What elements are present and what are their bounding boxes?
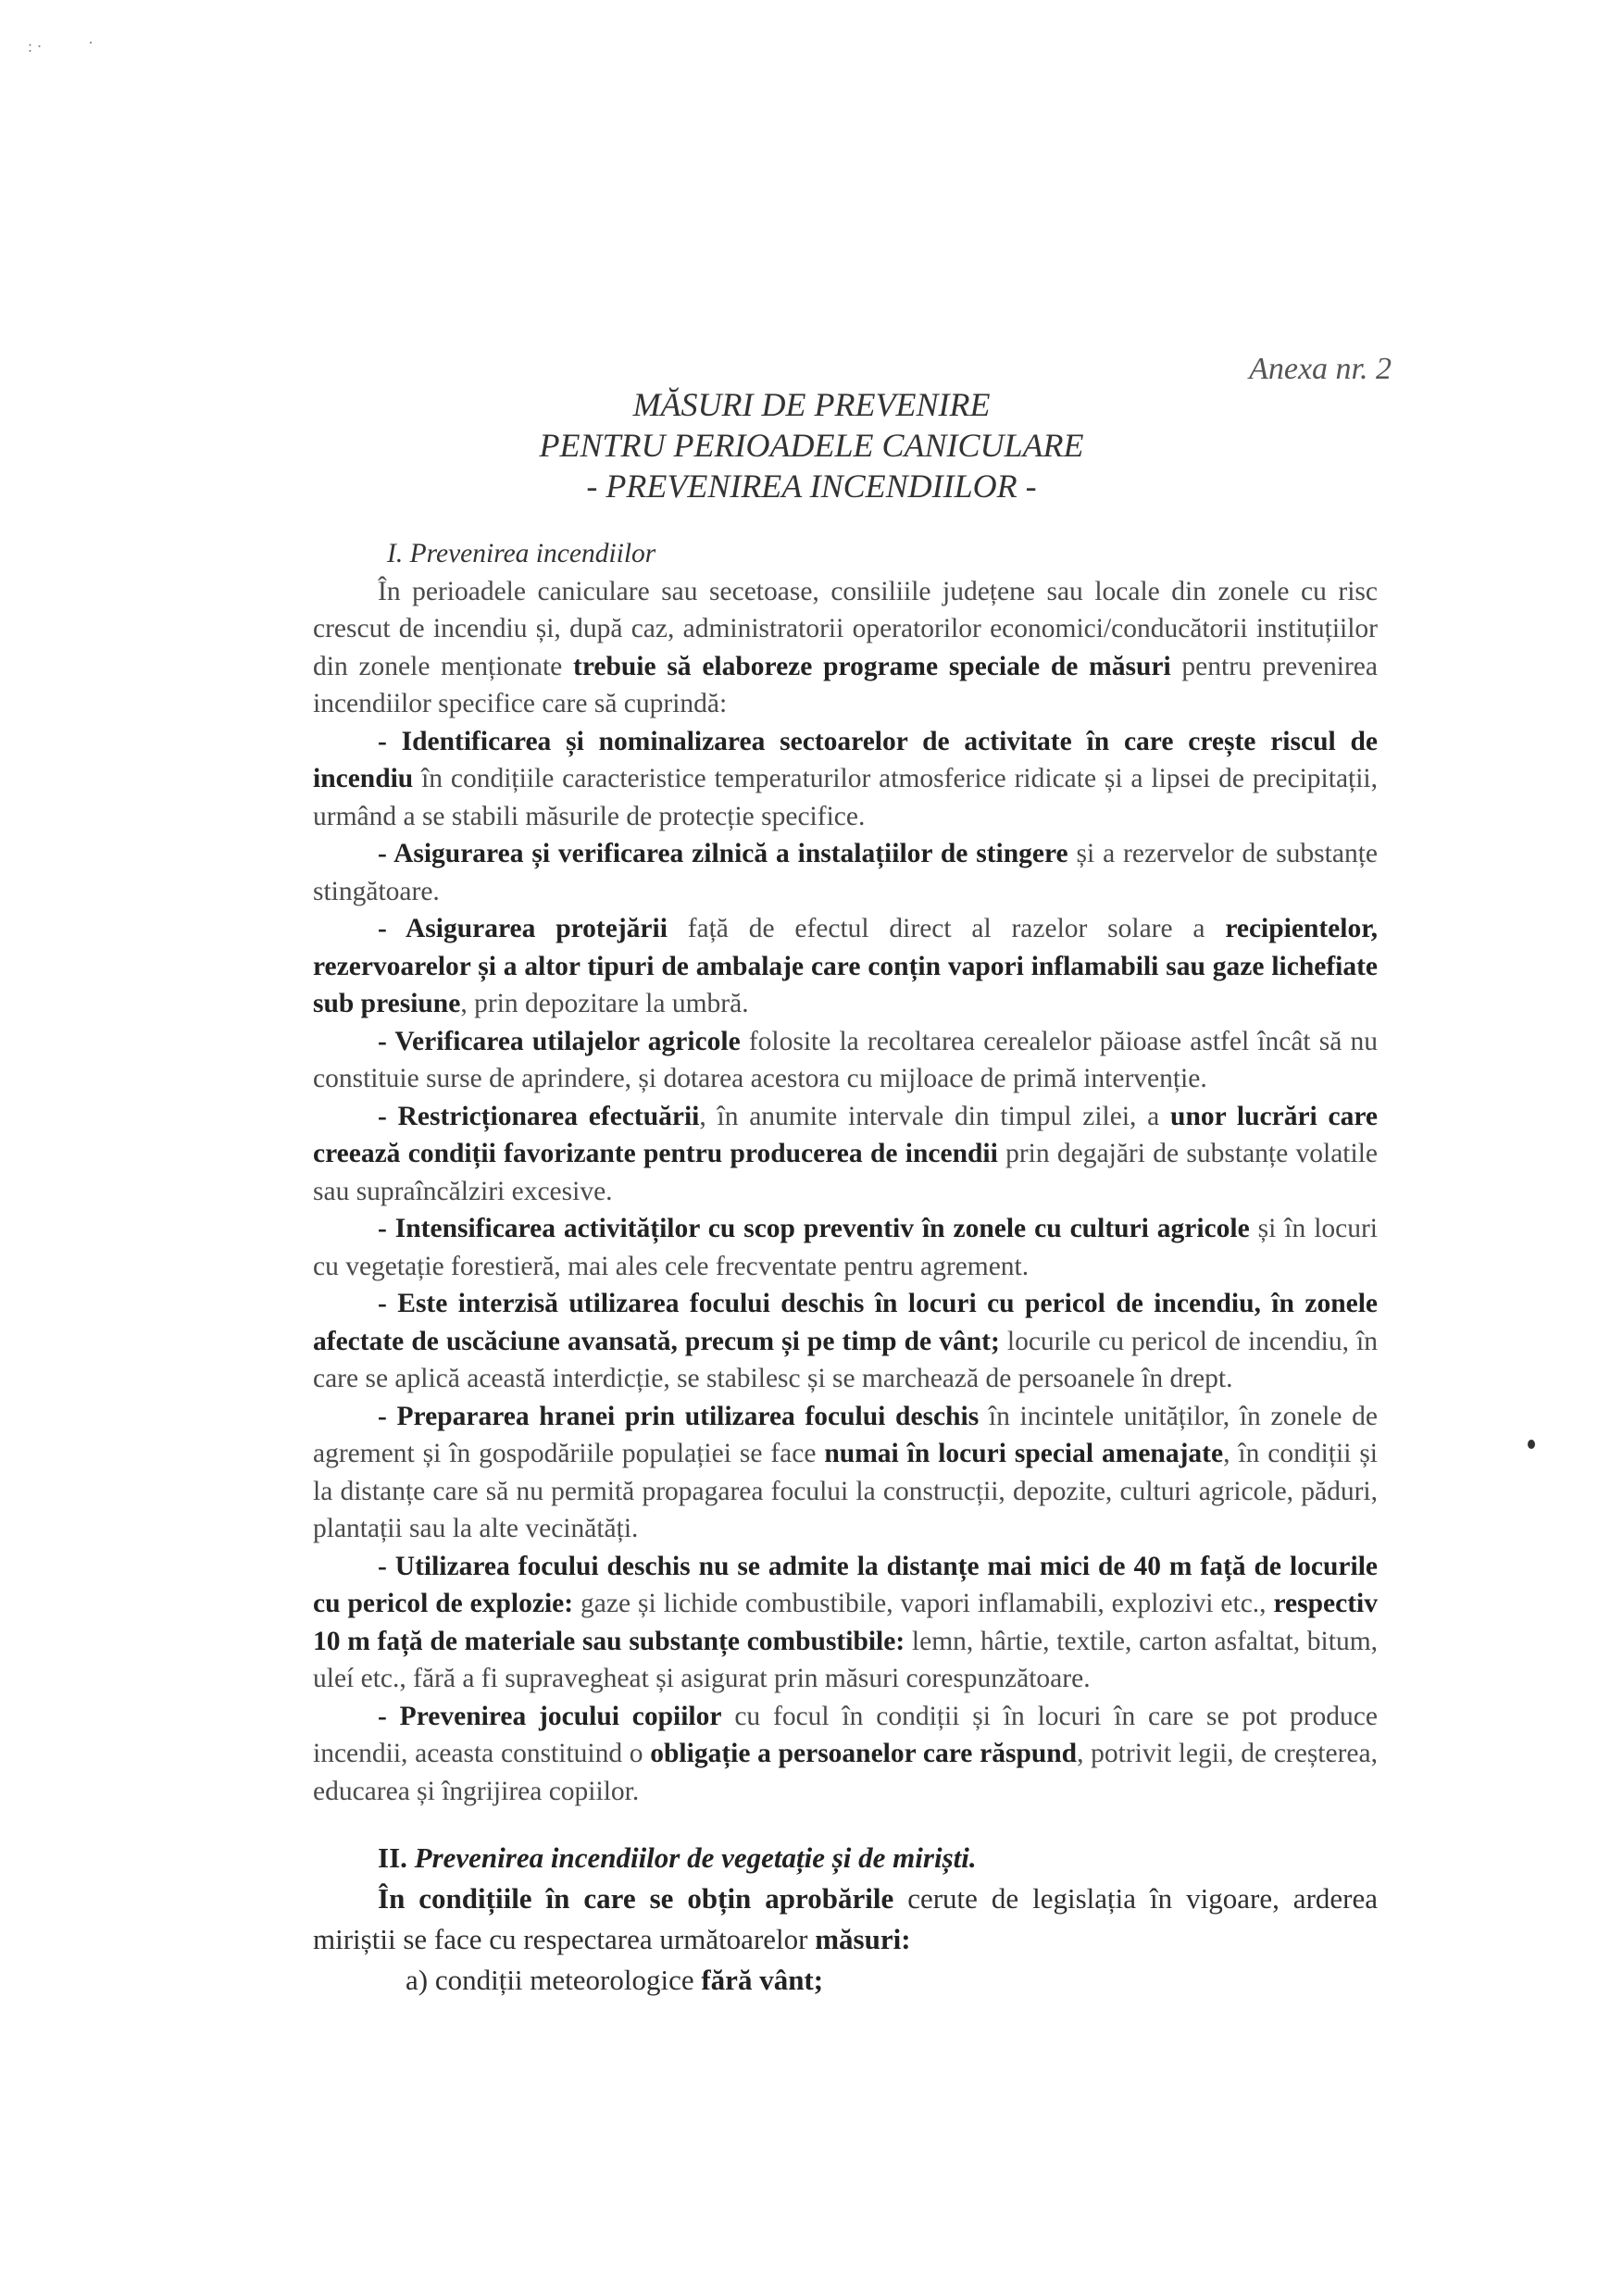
section-2-heading: II. Prevenirea incendiilor de vegetație și de miriști. bbox=[378, 1841, 977, 1874]
measure-item: - Identificarea și nominalizarea sectoarelor de activitate în care crește riscul de incendiu în condițiile caracteristice temperaturilor atmosferice ridicate și a lipsei de precipitații, urmând a se stabili măsurile de protecție specifice. bbox=[313, 726, 1378, 831]
measure-item: - Utilizarea focului deschis nu se admite la distanțe mai mici de 40 m față de locurile cu pericol de explozie: gaze și lichide combustibile, vapori inflamabili, explozivi etc., respectiv 10 m față de materiale sau substanțe combustibile: lemn, hârtie, textile, carton asfaltat, bitum, uleí etc., fără a fi supravegheat și asigurat prin măsuri corespunzătoare. bbox=[313, 1551, 1379, 1693]
measure-item: - Prepararea hranei prin utilizarea focului deschis în incintele unităților, în zonele de agrement și în gospodăriile populației se face numai în locuri special amenajate, în condiții și la distanțe care să nu permită propagarea focului la construcții, depozite, culturi agricole, păduri, plantații sau la alte vecinătăți. bbox=[313, 1401, 1379, 1543]
measure-item: - Intensificarea activităților cu scop preventiv în zonele cu culturi agricole și în locuri cu vegetație forestieră, mai ales cele frecventate pentru agrement. bbox=[313, 1214, 1379, 1281]
title-line-2: PENTRU PERIOADELE CANICULARE bbox=[539, 427, 1084, 464]
document-title bbox=[0, 384, 1623, 506]
measure-item: - Restricționarea efectuării, în anumite intervale din timpul zilei, a unor lucrări care creează condiții favorizante pentru producerea de incendii prin degajări de substanțe volatile sau supraîncălziri excesive. bbox=[313, 1101, 1379, 1206]
section-2-intro: În condițiile în care se obțin aprobările cerute de legislația în vigoare, arderea miriștii se face cu respectarea următoarelor măsuri: bbox=[313, 1882, 1378, 1955]
measure-item: - Verificarea utilajelor agricole folosite la recoltarea cerealelor păioase astfel încât să nu constituie surse de aprindere, și dotarea acestora cu mijloace de primă intervenție. bbox=[313, 1026, 1378, 1093]
section-1-heading: I. Prevenirea incendiilor bbox=[387, 539, 656, 568]
scan-mark bbox=[1528, 1440, 1535, 1449]
title-line-1: MĂSURI DE PREVENIRE bbox=[632, 386, 991, 423]
condition-item: a) condiții meteorologice fără vânt; bbox=[406, 1964, 824, 1996]
section-2 bbox=[313, 1838, 1378, 2001]
measure-item: - Prevenirea jocului copiilor cu focul în condiții și în locuri în care se pot produce incendii, aceasta constituind o obligație a persoanelor care răspund, potrivit legii, de creșterea, educarea și îngrijirea copiilor. bbox=[313, 1701, 1378, 1806]
section-1-intro: În perioadele caniculare sau secetoase, consiliile județene sau locale din zonele cu risc crescut de incendiu și, după caz, administratorii operatorilor economici/conducătorii instituțiilor din zonele menționate trebuie să elaboreze programe speciale de măsuri pentru prevenirea incendiilor specifice care să cuprindă: bbox=[313, 576, 1378, 718]
measure-item: - Este interzisă utilizarea focului deschis în locuri cu pericol de incendiu, în zonele afectate de uscăciune avansată, precum și pe timp de vânt; locurile cu pericol de incendiu, în care se aplică această interdicție, se stabilesc și se marchează de persoanele în drept. bbox=[313, 1289, 1378, 1393]
scan-speck: : · bbox=[28, 37, 43, 56]
section-1 bbox=[313, 535, 1378, 1810]
scan-speck: · bbox=[88, 33, 94, 52]
measure-item: - Asigurarea și verificarea zilnică a instalațiilor de stingere și a rezervelor de substanțe stingătoare. bbox=[313, 839, 1378, 906]
annex-label: Anexa nr. 2 bbox=[1249, 352, 1392, 386]
title-line-3: - PREVENIREA INCENDIILOR - bbox=[586, 468, 1037, 505]
measure-item: - Asigurarea protejării față de efectul direct al razelor solare a recipientelor, rezervoarelor și a altor tipuri de ambalaje care conțin vapori inflamabili sau gaze lichefiate sub presiune, prin depozitare la umbră. bbox=[313, 914, 1378, 1018]
